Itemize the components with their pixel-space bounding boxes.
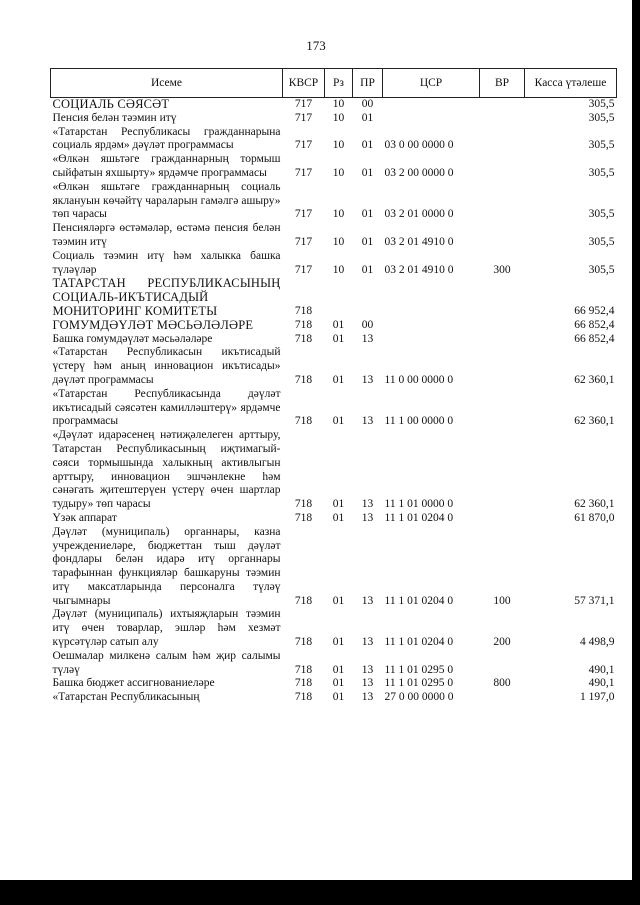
cell-name: ТАТАРСТАН РЕСПУБЛИКАСЫНЫҢ СОЦИАЛЬ-ИКЪТИСАДЫЙ МОНИТОРИНГ КОМИТЕТЫ <box>52 276 281 318</box>
cell-name: «Дәүләт идарәсенең нәтиҗәлелеген арттыру, Татарстан Республикасының иҗтимагый-сәяси тормышында халыкның активлыгын арттыру, инновацион эшчәнлекне һәм сәнәгать җитештерүен үстерү өчен шартлар тудыру» төп чарасы <box>52 429 281 511</box>
cell-kassa: 305,5 <box>588 208 615 221</box>
cell-vr: 800 <box>493 677 511 690</box>
cell-vr <box>480 650 525 678</box>
cell-pr: 01 <box>361 111 374 124</box>
cell-pr: 13 <box>361 511 374 524</box>
cell-csr: 11 1 00 0000 0 <box>384 415 454 428</box>
cell-name: ГОМУМДӘҮЛӘТ МӘСЬӘЛӘЛӘРЕ <box>52 317 254 332</box>
cell-vr <box>480 691 525 705</box>
table-row <box>51 98 617 112</box>
cell-vr <box>480 222 525 250</box>
cell-kassa: 62 360,1 <box>574 498 615 511</box>
cell-kassa: 62 360,1 <box>574 373 615 386</box>
cell-kvsr: 718 <box>294 415 313 428</box>
cell-csr: 11 1 01 0295 0 <box>384 677 454 690</box>
cell-kvsr: 718 <box>294 318 313 331</box>
cell-kassa: 66 952,4 <box>574 304 615 317</box>
cell-csr <box>383 277 480 318</box>
cell-name: Оешмалар милкенә салым һәм җир салымы түләү <box>52 649 281 676</box>
header-pr: ПР <box>353 69 383 98</box>
cell-vr <box>480 181 525 222</box>
header-kassa: Касса үтәлеше <box>525 69 617 98</box>
cell-kvsr: 718 <box>294 332 313 345</box>
cell-rz: 10 <box>332 263 345 276</box>
cell-pr: 01 <box>361 208 374 221</box>
table-body <box>51 98 617 706</box>
cell-vr <box>480 512 525 526</box>
cell-kvsr: 718 <box>294 594 313 607</box>
cell-name: Социаль тәэмин итү һәм халыкка башка түләүләр <box>52 249 281 276</box>
table-row <box>51 388 617 429</box>
table-row <box>51 250 617 278</box>
cell-kvsr: 718 <box>294 373 313 386</box>
cell-pr: 13 <box>361 663 374 676</box>
cell-csr: 11 0 00 0000 0 <box>384 373 454 386</box>
table-row <box>51 526 617 609</box>
table-row <box>51 153 617 181</box>
cell-kvsr: 717 <box>294 235 313 248</box>
table-row <box>51 608 617 649</box>
cell-rz: 01 <box>332 511 345 524</box>
cell-pr: 00 <box>361 98 374 110</box>
cell-kvsr: 718 <box>294 677 313 690</box>
cell-pr: 13 <box>361 498 374 511</box>
cell-vr <box>480 98 525 112</box>
cell-rz: 01 <box>332 415 345 428</box>
table-row <box>51 677 617 691</box>
table-row <box>51 333 617 347</box>
cell-vr: 200 <box>493 636 511 649</box>
cell-name: Башка бюджет ассигнованиеләре <box>52 677 215 690</box>
cell-csr <box>383 112 480 126</box>
cell-rz: 01 <box>332 663 345 676</box>
cell-rz: 10 <box>332 139 345 152</box>
cell-vr <box>480 333 525 347</box>
table-row <box>51 691 617 705</box>
table-row <box>51 346 617 387</box>
table-row <box>51 126 617 154</box>
cell-kvsr: 717 <box>294 111 313 124</box>
cell-name: Пенсияләргә өстәмәләр, өстәмә пенсия белән тәэмин итү <box>52 222 281 248</box>
cell-vr <box>480 112 525 126</box>
table-row <box>51 429 617 512</box>
cell-vr <box>480 153 525 181</box>
cell-kassa: 62 360,1 <box>574 415 615 428</box>
cell-rz: 01 <box>332 332 345 345</box>
cell-name: «Өлкән яшьтәге гражданнарның тормыш сыйфатын яхшырту» ярдәмче программасы <box>52 153 281 179</box>
cell-kvsr: 718 <box>294 511 313 524</box>
cell-kassa: 305,5 <box>588 263 615 276</box>
table-row <box>51 650 617 678</box>
cell-vr <box>480 388 525 429</box>
cell-name: «Татарстан Республикасын икътисадый үстерү һәм аның инновацион икътисады» дәүләт программасы <box>52 346 281 386</box>
cell-vr: 300 <box>493 263 511 276</box>
cell-vr <box>480 429 525 512</box>
cell-pr: 01 <box>361 263 374 276</box>
cell-rz: 10 <box>332 166 345 179</box>
cell-kvsr: 717 <box>294 166 313 179</box>
cell-csr <box>383 98 480 112</box>
cell-kvsr: 717 <box>294 263 313 276</box>
cell-name: Дәүләт (муниципаль) ихтыяҗларын тәэмин итү өчен товарлар, эшләр һәм хезмәт күрсәтүләр сатып алу <box>52 608 281 649</box>
table-row <box>51 112 617 126</box>
header-rz: Рз <box>325 69 353 98</box>
cell-rz: 01 <box>332 691 345 704</box>
cell-pr: 01 <box>361 235 374 248</box>
cell-csr <box>383 319 480 333</box>
cell-kassa: 305,5 <box>588 235 615 248</box>
table-row <box>51 319 617 333</box>
cell-kassa: 4 498,9 <box>580 636 615 649</box>
cell-kassa: 66 852,4 <box>574 318 615 331</box>
cell-rz: 01 <box>332 498 345 511</box>
cell-rz: 10 <box>332 235 345 248</box>
cell-rz: 01 <box>332 677 345 690</box>
cell-pr: 13 <box>361 415 374 428</box>
header-csr: ЦСР <box>383 69 480 98</box>
table-row <box>51 277 617 318</box>
cell-pr <box>353 277 383 318</box>
header-vr: ВР <box>480 69 525 98</box>
header-kvsr: КВСР <box>283 69 325 98</box>
cell-kassa: 66 852,4 <box>574 332 615 345</box>
cell-pr: 13 <box>361 373 374 386</box>
cell-name: «Татарстан Республикасында дәүләт икътисадый сәясәтен камилләштерү» ярдәмче программасы <box>52 387 281 428</box>
cell-name: «Татарстан Республикасының <box>52 691 200 704</box>
cell-kvsr: 717 <box>294 139 313 152</box>
cell-kassa: 305,5 <box>588 139 615 152</box>
cell-rz <box>325 277 353 318</box>
cell-vr <box>480 277 525 318</box>
cell-csr: 11 1 01 0204 0 <box>384 636 454 649</box>
cell-rz: 01 <box>332 636 345 649</box>
cell-name: Үзәк аппарат <box>52 511 117 524</box>
scan-border <box>0 882 640 905</box>
cell-kassa: 57 371,1 <box>574 594 615 607</box>
cell-csr: 03 2 01 4910 0 <box>384 263 454 276</box>
table-row <box>51 222 617 250</box>
cell-rz: 01 <box>332 318 345 331</box>
cell-name: Дәүләт (муниципаль) органнары, казна учреждениеләре, бюджеттан тыш дәүләт фондлары белән идарә итү органнары тарафыннан функцияләр башкаруны тәэмин итү максатларында персоналга түләү чыгымнары <box>52 525 281 607</box>
cell-csr: 03 2 01 4910 0 <box>384 235 454 248</box>
cell-kvsr: 718 <box>294 691 313 704</box>
cell-kvsr: 717 <box>294 98 313 110</box>
cell-kassa: 305,5 <box>588 166 615 179</box>
cell-rz: 10 <box>332 111 345 124</box>
page-number: 173 <box>306 38 326 53</box>
cell-csr: 11 1 01 0000 0 <box>384 498 454 511</box>
cell-csr: 03 0 00 0000 0 <box>384 139 454 152</box>
cell-kassa: 305,5 <box>588 98 615 110</box>
cell-name: Башка гомумдәүләт мәсьәләләре <box>52 332 213 345</box>
cell-kvsr: 718 <box>294 636 313 649</box>
cell-kvsr: 717 <box>294 208 313 221</box>
cell-kassa: 1 197,0 <box>580 691 615 704</box>
cell-name: СОЦИАЛЬ СӘЯСӘТ <box>52 97 170 111</box>
cell-rz: 10 <box>332 208 345 221</box>
cell-csr: 27 0 00 0000 0 <box>384 691 454 704</box>
cell-vr: 100 <box>493 594 511 607</box>
cell-pr: 01 <box>361 166 374 179</box>
table-header-row <box>51 69 617 98</box>
cell-csr: 03 2 01 0000 0 <box>384 208 454 221</box>
table-row <box>51 512 617 526</box>
cell-kvsr: 718 <box>294 498 313 511</box>
cell-kassa: 490,1 <box>588 677 615 690</box>
cell-rz: 10 <box>332 98 345 110</box>
cell-pr: 13 <box>361 636 374 649</box>
cell-pr: 13 <box>361 691 374 704</box>
budget-execution-table <box>50 68 617 705</box>
cell-pr: 13 <box>361 332 374 345</box>
cell-csr: 11 1 01 0204 0 <box>384 511 454 524</box>
cell-vr <box>480 319 525 333</box>
cell-vr <box>480 126 525 154</box>
cell-pr: 13 <box>361 594 374 607</box>
cell-kvsr: 718 <box>294 304 313 317</box>
cell-csr: 03 2 00 0000 0 <box>384 166 454 179</box>
cell-vr <box>480 346 525 387</box>
cell-csr <box>383 333 480 347</box>
cell-rz: 01 <box>332 373 345 386</box>
cell-rz: 01 <box>332 594 345 607</box>
cell-csr: 11 1 01 0204 0 <box>384 594 454 607</box>
cell-name: Пенсия белән тәэмин итү <box>52 111 177 124</box>
cell-csr: 11 1 01 0295 0 <box>384 663 454 676</box>
cell-pr: 01 <box>361 139 374 152</box>
cell-kassa: 490,1 <box>588 663 615 676</box>
cell-kassa: 305,5 <box>588 111 615 124</box>
header-name: Исеме <box>51 69 283 98</box>
cell-name: «Татарстан Республикасы гражданнарына социаль ярдәм» дәүләт программасы <box>52 125 281 152</box>
table-row <box>51 181 617 222</box>
cell-kvsr: 718 <box>294 663 313 676</box>
cell-pr: 13 <box>361 677 374 690</box>
cell-name: «Өлкән яшьтәге гражданнарның социаль яклануын көчәйтү чараларын гамәлгә ашыру» төп чарасы <box>52 180 281 221</box>
cell-kassa: 61 870,0 <box>574 511 615 524</box>
cell-pr: 00 <box>361 318 374 331</box>
